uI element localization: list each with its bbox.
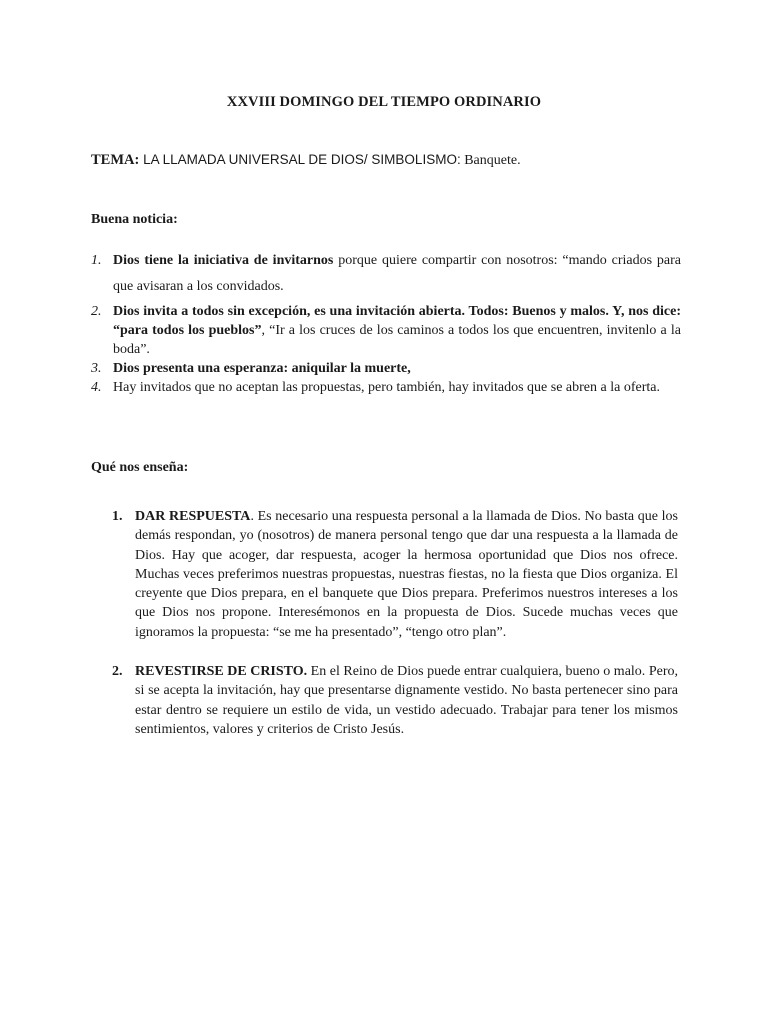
list-item-bold: Dios presenta una esperanza: aniquilar la muerte, bbox=[113, 361, 411, 376]
que-nos-ensena-heading: Qué nos enseña: bbox=[91, 460, 189, 475]
list-item bbox=[91, 359, 681, 378]
list-item bbox=[112, 662, 678, 739]
list-item-body bbox=[135, 507, 678, 642]
list-item bbox=[91, 248, 681, 300]
list-item-text: Hay invitados que no aceptan las propuestas, pero también, hay invitados que se abren a la oferta. bbox=[113, 380, 660, 395]
list-item-number: 2. bbox=[91, 304, 102, 319]
que-nos-ensena-list bbox=[112, 507, 678, 739]
list-item-bold: Dios tiene la iniciativa de invitarnos bbox=[113, 253, 334, 268]
tema-line bbox=[91, 152, 521, 169]
list-item-body bbox=[113, 378, 681, 397]
list-item-text: , “Ir a los cruces de los caminos a todos los que encuentren, invitenlo a la boda”. bbox=[113, 323, 681, 357]
list-item bbox=[91, 378, 681, 397]
list-item bbox=[112, 507, 678, 642]
list-item bbox=[91, 302, 681, 359]
list-item-body bbox=[113, 359, 681, 378]
list-item-number: 1. bbox=[112, 509, 123, 524]
list-item-text: En el Reino de Dios puede entrar cualquiera, bueno o malo. Pero, si se acepta la invitación, hay que presentarse dignamente vestido. No basta pertenecer sino para estar dentro se requiere un estilo de vida, un vestido adecuado. Trabajar para tener los mismos sentimientos, valores y criterios de Cristo Jesús. bbox=[135, 664, 678, 737]
document-title: XXVIII DOMINGO DEL TIEMPO ORDINARIO bbox=[226, 94, 542, 110]
tema-text: LA LLAMADA UNIVERSAL DE DIOS/ SIMBOLISMO: bbox=[139, 152, 461, 167]
buena-noticia-heading: Buena noticia: bbox=[91, 212, 178, 227]
list-item-number: 1. bbox=[91, 253, 102, 268]
tema-tail: Banquete. bbox=[460, 153, 521, 168]
buena-noticia-list bbox=[91, 248, 681, 397]
list-item-body bbox=[135, 662, 678, 739]
list-item-number: 4. bbox=[91, 380, 102, 395]
tema-label: TEMA: bbox=[91, 152, 140, 168]
list-item-number: 3. bbox=[91, 361, 102, 376]
list-item-text: porque quiere compartir con nosotros: “mando criados para que avisaran a los convidados. bbox=[113, 253, 681, 294]
list-item-bold: REVESTIRSE DE CRISTO. bbox=[135, 664, 308, 680]
list-item-number: 2. bbox=[112, 664, 123, 680]
list-item-bold: DAR RESPUESTA bbox=[135, 509, 251, 524]
list-item-bold: Dios invita a todos sin excepción, es una invitación abierta. Todos: Buenos y malos. Y, nos dice: “para todos los pueblos” bbox=[113, 304, 681, 338]
list-item-body bbox=[113, 248, 681, 300]
list-item-text: . Es necesario una respuesta personal a la llamada de Dios. No basta que los demás respondan, yo (nosotros) de manera personal tengo que dar una respuesta a la llamada de Dios. Hay que acoger, dar respuesta, acoger la hermosa oportunidad que Dios nos ofrece. Muchas veces preferimos nuestras propuestas, nuestras fiestas, no la fiesta que Dios organiza. El creyente que Dios prepara, en el banquete que Dios prepara. Preferimos nuestros intereses a los que Dios nos propone. Interesémonos en la propuesta de Dios. Sucede muchas veces que ignoramos la propuesta: “se me ha presentado”, “tengo otro plan”. bbox=[135, 509, 679, 640]
list-item-body bbox=[113, 302, 681, 359]
